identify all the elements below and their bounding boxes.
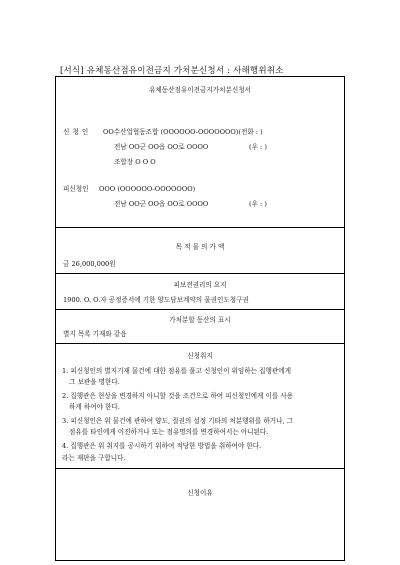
respondent-name: OOO (OOOOOO-OOOOOOO) xyxy=(99,185,196,193)
respondent-label: 피신청인 xyxy=(63,185,89,193)
divider xyxy=(56,273,344,274)
claim-value-amount: 금 26,000,000원 xyxy=(63,260,116,268)
divider xyxy=(56,343,344,344)
claim-value-heading: 목 적 물 의 가 액 xyxy=(175,243,225,251)
respondent-address: 전남 OO군 OO읍 OO로 OOOO xyxy=(114,200,209,208)
applicant-postal: (우 : ) xyxy=(249,143,267,151)
applicant-representative: 조합장 O O O xyxy=(114,158,156,166)
applicant-address: 전남 OO군 OO읍 OO로 OOOO xyxy=(114,143,209,151)
purpose-line: 3. 피신청인은 위 물건에 관하여 양도, 질권의 설정 기타의 처분행위를 하거나, 그 xyxy=(62,417,293,425)
applicant-label: 신 청 인 xyxy=(63,128,89,136)
divider xyxy=(56,227,344,228)
purpose-line: 점유를 타인에게 이전하거나 또는 점유명의를 변경하여서는 아니된다. xyxy=(69,428,269,436)
property-heading: 가처분할 동산의 표시 xyxy=(169,316,231,324)
divider xyxy=(56,468,344,469)
applicant-name: OO수산업협동조합 (OOOOOO-OOOOOOO)(전화 : ) xyxy=(103,128,263,136)
purpose-line: 1. 피신청인의 별지기재 물건에 대한 점유를 풀고 신청인이 위임하는 집행관에게 xyxy=(62,367,291,375)
form-caption: [서식] 유체동산점유이전금지 가처분신청서 : 사해행위취소 xyxy=(60,66,284,76)
purpose-line: 4. 집행관은 위 취지를 공시하기 위하여 적당한 방법을 취하여야 한다. xyxy=(62,442,262,450)
secured-right-heading: 피보전권리의 요지 xyxy=(173,281,227,289)
reason-heading: 신청이유 xyxy=(187,489,213,497)
purpose-line: 2. 집행관은 현상을 변경하지 아니할 것을 조건으로 하여 피신청인에게 이를 사용 xyxy=(62,392,294,400)
property-text: 별지 목록 기재와 같음 xyxy=(63,330,127,338)
document-title: 유체동산점유이전금지가처분신청서 xyxy=(149,86,251,94)
secured-right-text: 1900. O. O.자 공정증서에 기한 양도담보계약의 물권인도청구권 xyxy=(63,296,249,304)
divider xyxy=(56,309,344,310)
purpose-line: 라는 재판을 구합니다. xyxy=(62,454,126,462)
purpose-heading: 신청취지 xyxy=(187,352,213,360)
purpose-line: 하게 하여야 한다. xyxy=(69,403,120,411)
document-frame xyxy=(55,76,345,561)
respondent-postal: (우 : ) xyxy=(249,200,267,208)
purpose-line: 그 보관을 명한다. xyxy=(69,378,120,386)
